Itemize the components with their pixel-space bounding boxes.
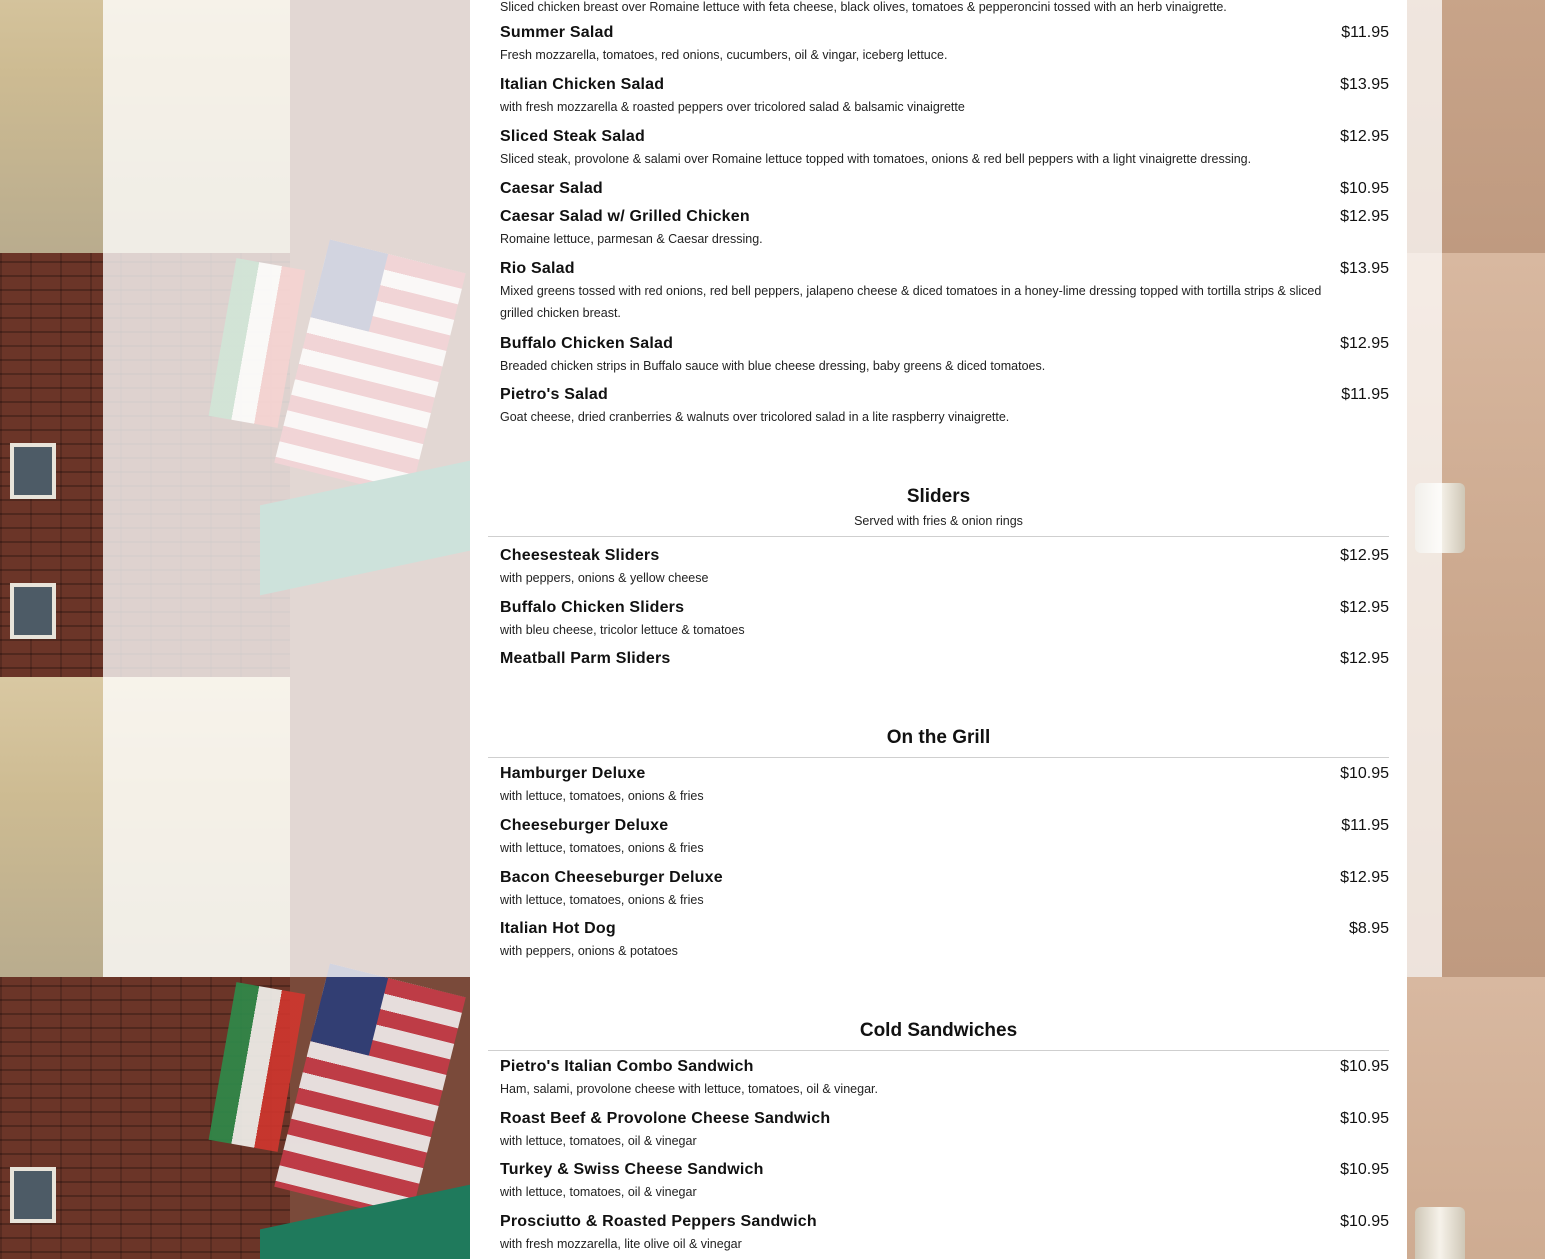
item-description: Sliced steak, provolone & salami over Romaine lettuce topped with tomatoes, onions & red bell peppers with a light vinaigrette dressing. [500,152,1252,166]
menu-item-row [500,650,1389,668]
item-price: $11.95 [1341,386,1389,403]
menu-item [488,1161,1389,1203]
item-name: Rio Salad [500,260,575,277]
menu-item [488,1110,1389,1152]
menu-item-row [500,386,1389,404]
category-title: Cold Sandwiches [859,1020,1018,1041]
item-price: $10.95 [1340,1213,1389,1230]
item-name: Pietro's Italian Combo Sandwich [500,1058,754,1075]
category-header [488,486,1389,537]
item-price: $12.95 [1340,128,1389,145]
menu-item [488,180,1389,198]
item-description: Mixed greens tossed with red onions, red bell peppers, jalapeno cheese & diced tomatoes in a honey-lime dressing topped with tortilla strips & sliced grilled chicken breast. [500,284,1322,320]
item-name: Buffalo Chicken Sliders [500,599,685,616]
menu-item-row [500,547,1389,565]
menu-item-row [500,599,1389,617]
divider [488,757,1389,758]
menu-item-row [500,1213,1389,1231]
menu-item-row [500,128,1389,146]
item-price: $13.95 [1340,260,1389,277]
item-name: Meatball Parm Sliders [500,650,671,667]
item-name: Cheesesteak Sliders [500,547,660,564]
menu-item [488,765,1389,807]
menu-item [488,1058,1389,1100]
item-description: with fresh mozzarella & roasted peppers over tricolored salad & balsamic vinaigrette [500,100,965,114]
item-name: Italian Chicken Salad [500,76,665,93]
item-price: $10.95 [1340,1161,1389,1178]
item-name: Summer Salad [500,24,614,41]
menu-item [488,335,1389,377]
item-name: Cheeseburger Deluxe [500,817,669,834]
menu-item-row [500,24,1389,42]
menu-item [488,260,1389,324]
menu-item [488,599,1389,641]
item-price: $12.95 [1340,650,1389,667]
menu-item [488,650,1389,668]
divider [488,1050,1389,1051]
menu-item [488,1213,1389,1255]
category-title: Sliders [906,486,971,507]
menu-item [488,386,1389,428]
item-name: Pietro's Salad [500,386,608,403]
menu-item-row [500,76,1389,94]
item-description: Sliced chicken breast over Romaine lettuce with feta cheese, black olives, tomatoes & pepperoncini tossed with an herb vinaigrette. [500,0,1227,14]
item-price: $12.95 [1340,547,1389,564]
item-description: with lettuce, tomatoes, onions & fries [500,893,704,907]
item-price: $10.95 [1340,1058,1389,1075]
menu-item-row [500,335,1389,353]
item-name: Caesar Salad [500,180,603,197]
item-description: with peppers, onions & yellow cheese [500,571,709,585]
menu-item-row [500,869,1389,887]
menu-item-row [500,180,1389,198]
menu-item [488,869,1389,911]
item-price: $12.95 [1340,208,1389,225]
item-price: $10.95 [1340,765,1389,782]
item-description: Fresh mozzarella, tomatoes, red onions, cucumbers, oil & vingar, iceberg lettuce. [500,48,948,62]
item-price: $11.95 [1341,817,1389,834]
item-description: Breaded chicken strips in Buffalo sauce with blue cheese dressing, baby greens & diced tomatoes. [500,359,1046,373]
item-description: with peppers, onions & potatoes [500,944,678,958]
item-name: Bacon Cheeseburger Deluxe [500,869,723,886]
item-description: with lettuce, tomatoes, onions & fries [500,789,704,803]
item-name: Italian Hot Dog [500,920,616,937]
menu-item [488,817,1389,859]
item-price: $8.95 [1348,920,1389,937]
item-name: Sliced Steak Salad [500,128,646,145]
item-name: Turkey & Swiss Cheese Sandwich [500,1161,764,1178]
menu-item [488,547,1389,589]
menu-panel [470,0,1407,1259]
item-price: $12.95 [1340,869,1389,886]
item-name: Prosciutto & Roasted Peppers Sandwich [500,1213,817,1230]
item-price: $11.95 [1341,24,1389,41]
item-description: with lettuce, tomatoes, oil & vinegar [500,1185,697,1199]
item-price: $12.95 [1340,599,1389,616]
item-price: $12.95 [1340,335,1389,352]
menu-item [488,208,1389,250]
menu-item-row [500,920,1389,938]
item-price: $13.95 [1340,76,1389,93]
menu-item-row [500,1058,1389,1076]
item-price: $10.95 [1340,180,1389,197]
item-name: Hamburger Deluxe [500,765,646,782]
menu-item [488,920,1389,962]
item-description: with lettuce, tomatoes, oil & vinegar [500,1134,697,1148]
item-description: with fresh mozzarella, lite olive oil & vinegar [500,1237,742,1251]
item-price: $10.95 [1340,1110,1389,1127]
item-description: with bleu cheese, tricolor lettuce & tomatoes [500,623,745,637]
item-name: Caesar Salad w/ Grilled Chicken [500,208,750,225]
menu-item-row [500,817,1389,835]
item-name: Roast Beef & Provolone Cheese Sandwich [500,1110,831,1127]
menu-item-row [500,765,1389,783]
item-name: Buffalo Chicken Salad [500,335,674,352]
category-header [488,1020,1389,1051]
menu-item-row [500,1110,1389,1128]
item-description: Romaine lettuce, parmesan & Caesar dressing. [500,232,763,246]
item-description: Goat cheese, dried cranberries & walnuts over tricolored salad in a lite raspberry vinaigrette. [500,410,1010,424]
item-description: with lettuce, tomatoes, onions & fries [500,841,704,855]
menu-item [488,128,1389,170]
menu-item [488,24,1389,66]
divider [488,536,1389,537]
menu-item-row [500,1161,1389,1179]
category-header [488,727,1389,758]
menu-item [488,76,1389,118]
category-title: On the Grill [886,727,991,748]
item-description: Ham, salami, provolone cheese with lettuce, tomatoes, oil & vinegar. [500,1082,878,1096]
menu-item-row [500,260,1389,278]
category-subtitle: Served with fries & onion rings [854,514,1023,528]
menu-item-row [500,208,1389,226]
